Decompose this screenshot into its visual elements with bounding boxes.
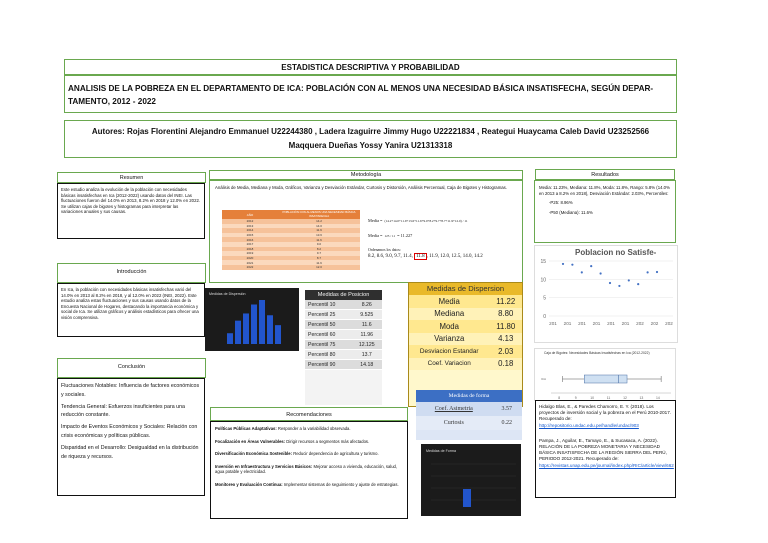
formula-block bbox=[368, 218, 518, 259]
year-cell: 2018 bbox=[246, 246, 254, 251]
table-row bbox=[409, 295, 522, 308]
recommendation-title: Políticas Públicas Adaptativas: bbox=[215, 426, 277, 431]
percentile-label: Percentil 10 bbox=[308, 301, 336, 308]
table-row bbox=[409, 333, 522, 346]
percentile-value: 9.525 bbox=[360, 311, 374, 318]
forma-histogram-svg bbox=[421, 444, 521, 516]
year-cell: 2015 bbox=[246, 233, 254, 238]
table-row bbox=[305, 310, 382, 320]
data-point bbox=[628, 279, 630, 281]
resultados-p50: -P50 (Mediana): 11.6% bbox=[549, 209, 593, 215]
forma-table bbox=[416, 402, 522, 430]
data-table-header-value: POBLACIÓN CON AL MENOS UNA NECESIDAD BÁSICA INSATISFECHA bbox=[282, 210, 356, 218]
value-cell: 9.7 bbox=[316, 251, 322, 256]
x-tick-label: 201 bbox=[549, 321, 557, 326]
data-point bbox=[609, 282, 611, 284]
value-cell: 13.6 bbox=[316, 233, 322, 238]
conclusion-heading: Conclusión bbox=[57, 358, 206, 378]
value-cell: 11.9 bbox=[316, 228, 322, 233]
year-cell: 2014 bbox=[246, 228, 254, 233]
reference-2-text: Pampa, J., Aguilar, E., Tamayo, E., & Sucasaca, A. (2022). RELACIÓN DE LA POBREZA MONETARIA Y NECESIDAD BÁSICA INSATISFECHA DE LA REGIÓN SIERRA DEL PERÚ, PERIODO 2012-2021. Recuperado de: bbox=[539, 437, 667, 462]
histogram-bar bbox=[235, 321, 241, 344]
formula-media2-label: Media = bbox=[368, 233, 383, 238]
dispersion-value: 11.80 bbox=[496, 321, 516, 331]
dispersion-value: 11.22 bbox=[496, 296, 516, 306]
histogram-title: Medidas de Forma bbox=[426, 449, 456, 453]
dispersion-value: 8.80 bbox=[498, 309, 514, 319]
resultados-heading: Resultados bbox=[535, 169, 675, 180]
table-row bbox=[416, 416, 522, 430]
x-tick-label: 13 bbox=[639, 396, 644, 400]
percentile-label: Percentil 75 bbox=[308, 341, 336, 348]
percentile-value: 14.18 bbox=[360, 361, 374, 368]
conclusion-paragraph: Disparidad en el Desarrollo: Desigualdad en la distribución de riqueza y recursos. bbox=[61, 444, 199, 460]
data-table-wrap bbox=[222, 210, 360, 270]
reference-1-text: Hidalgo Blas, E., & Paredes Chamorro, E. Y. (2018). Los proyectos de inversión social y la pobreza en el Perú 2010-2017. Recuperado de: bbox=[539, 404, 672, 422]
dispersion-histogram-svg bbox=[205, 288, 299, 351]
recommendation-text: Reducir dependencia de agricultura y turismo. bbox=[292, 451, 379, 457]
recommendation-item bbox=[215, 439, 403, 445]
recommendation-title: Inversión en Infraestructura y Servicios Básicos: bbox=[215, 463, 313, 469]
resumen-heading: Resumen bbox=[57, 172, 206, 183]
histogram-bar bbox=[267, 315, 273, 344]
percentile-value: 12.125 bbox=[358, 341, 375, 348]
formula-media2-row bbox=[368, 233, 518, 238]
formula-media2-frac: 125 / 11 bbox=[384, 233, 396, 238]
value-cell: 11.9 bbox=[316, 260, 322, 265]
conclusion-paragraph: Impacto de Eventos Económicos y Sociales: Relación con crisis económicas y políticas públicas. bbox=[61, 424, 198, 439]
data-point bbox=[647, 271, 649, 273]
forma-panel bbox=[416, 390, 522, 440]
recommendation-item bbox=[215, 482, 403, 488]
x-tick-label: 201 bbox=[592, 321, 601, 326]
histogram-title: Medidas de Dispersión bbox=[209, 292, 246, 296]
conclusion-paragraph: Fluctuaciones Notables: Influencia de factores económicos y sociales. bbox=[61, 383, 200, 398]
x-tick-label: 201 bbox=[607, 321, 615, 326]
dispersion-value: 4.13 bbox=[498, 334, 514, 344]
dispersion-label: Varianza bbox=[434, 334, 465, 344]
x-tick-label: 202 bbox=[636, 321, 644, 326]
data-table-header-year: AÑO bbox=[246, 212, 254, 217]
ordered-data-row bbox=[368, 254, 518, 259]
percentile-label: Percentil 80 bbox=[308, 351, 336, 358]
percentile-label: Percentil 60 bbox=[308, 331, 336, 338]
forma-histogram bbox=[421, 444, 521, 516]
data-point bbox=[562, 263, 564, 265]
introduccion-text: En Ica, la población con necesidades básicas insatisfechas varió del 14.0% en 2013 al 8.2% en 2018, y al 12.0% en 2022 (INEI, 2022). Este estudio analiza estas fluctuaciones y sus causas usando datos de la Encuesta Nacional de Hogares, destacando la importancia económica y social de Ica. Se utilizan gráficos y análisis estadísticos para ofrecer una visión comprensiva. bbox=[57, 283, 205, 337]
dispersion-label: Coef. Variacion bbox=[427, 360, 471, 368]
formula-media-label: Media = bbox=[368, 218, 383, 223]
reference-1 bbox=[539, 404, 672, 429]
x-tick-label: 202 bbox=[665, 321, 673, 326]
introduccion-heading: Introducción bbox=[57, 263, 206, 283]
box bbox=[584, 375, 627, 383]
histogram-bar bbox=[275, 325, 281, 344]
box-plot-svg bbox=[535, 349, 677, 402]
year-cell: 2022 bbox=[246, 265, 254, 270]
header-title-box bbox=[64, 75, 677, 113]
dispersion-panel bbox=[408, 282, 523, 407]
line-chart-svg bbox=[535, 246, 679, 344]
ordered-highlight: 11.8 bbox=[416, 254, 425, 259]
resultados-text: Media: 11.23%, Mediana: 11.8%, Moda: 11.8%, Rango: 5.8% (14.0% en 2013 a 8.2% en 2018), Desviación Estándar: 2.03%, Percentiles: bbox=[539, 185, 670, 196]
table-row bbox=[305, 360, 382, 370]
data-point bbox=[618, 285, 620, 287]
metodologia-text: Análisis de Media, Mediana y Moda, Gráficos, Varianza y Desviación Estándar, Curtosis y Distorsión, Análisis Percentual, Caja de Bigotes y Histogramas. bbox=[215, 185, 508, 190]
metodologia-heading: Metodología bbox=[209, 170, 523, 180]
year-cell: 2012 bbox=[246, 219, 254, 224]
year-cell: 2016 bbox=[246, 237, 254, 242]
authors-line1: Autores: Rojas Florentini Alejandro Emmanuel U22244380 , Ladera Izaguirre Jimmy Hugo U22221834 , Reategui Huaycama Caleb David U23252566 bbox=[91, 127, 650, 136]
recommendation-title: Focalización en Áreas Vulnerables: bbox=[215, 438, 286, 444]
recommendation-text: Mejorar acceso a vivienda, educación, salud, agua potable y electricidad. bbox=[215, 463, 398, 475]
histogram-bar bbox=[251, 304, 257, 344]
histogram-bar bbox=[259, 300, 265, 344]
table-row bbox=[305, 350, 382, 360]
forma-value: 0.22 bbox=[501, 420, 513, 426]
conclusion-paragraph: Tendencia General: Esfuerzos insuficientes para una reducción constante. bbox=[61, 403, 185, 419]
ordered-label: Ordenamos los datos: bbox=[368, 248, 401, 252]
percentile-value: 13.7 bbox=[361, 351, 372, 358]
dispersion-label: Media bbox=[438, 296, 460, 306]
box-plot-panel bbox=[534, 348, 676, 401]
dispersion-value: 2.03 bbox=[498, 346, 514, 356]
data-point bbox=[590, 265, 592, 267]
reference-2 bbox=[539, 438, 672, 469]
year-cell: 2013 bbox=[246, 223, 254, 228]
x-tick-label: 201 bbox=[621, 321, 630, 326]
data-point bbox=[571, 264, 573, 266]
data-table bbox=[222, 210, 360, 270]
course-title: ESTADISTICA DESCRIPTIVA Y PROBABILIDAD bbox=[281, 63, 460, 72]
year-cell: 2017 bbox=[246, 242, 254, 247]
value-cell: 12.0 bbox=[316, 265, 322, 270]
ordered-before: 8.2, 8.6, 9.0, 9.7, 11.4, bbox=[368, 254, 413, 259]
percentile-label: Percentil 50 bbox=[308, 321, 336, 328]
resultados-p25: -P25: 8.96% bbox=[549, 200, 573, 206]
y-tick-label: 10 bbox=[540, 277, 546, 284]
value-cell: 14.2 bbox=[316, 219, 322, 224]
dispersion-label: Desviacion Estandar bbox=[419, 347, 479, 355]
value-cell: 8.7 bbox=[316, 256, 322, 261]
x-tick-label: 9 bbox=[574, 396, 577, 400]
recommendation-item bbox=[215, 464, 403, 475]
box-plot-title: Caja de Bigotes: Necesidades Básicas Insatisfechas en Ica (2012-2022) bbox=[544, 351, 650, 355]
forma-label: Coef. Asimetria bbox=[434, 406, 473, 412]
reference-2-link[interactable]: https://revistas.unap.edu.pe/journal/index.php/RIC/article/view/662 bbox=[539, 462, 674, 468]
value-cell: 9.0 bbox=[316, 242, 322, 247]
authors-line2: Maqquera Dueñas Yossy Yanira U21313318 bbox=[288, 141, 453, 150]
percentile-value: 11.96 bbox=[360, 331, 374, 338]
referencias-panel bbox=[535, 400, 676, 498]
recommendation-title: Monitoreo y Evaluación Continua: bbox=[215, 481, 283, 487]
dispersion-table bbox=[409, 295, 522, 370]
x-tick-label: 10 bbox=[590, 396, 594, 400]
header-course-box bbox=[64, 59, 677, 75]
data-point bbox=[637, 283, 639, 285]
posicion-heading: Medidas de Posicion bbox=[305, 290, 382, 300]
table-row bbox=[409, 345, 522, 358]
posicion-panel bbox=[305, 290, 382, 405]
dispersion-heading: Medidas de Dispersion bbox=[409, 283, 522, 295]
percentile-value: 11.6 bbox=[361, 321, 372, 328]
recomendaciones-heading: Recomendaciones bbox=[210, 407, 408, 421]
ordered-after: , 11.9, 12.0, 12.5, 14.0, 14.2 bbox=[426, 254, 483, 259]
forma-heading: Medidas de forma bbox=[416, 390, 522, 402]
percentile-value: 8.26 bbox=[361, 301, 372, 308]
dispersion-label: Mediana bbox=[434, 309, 465, 319]
year-cell: 2020 bbox=[246, 256, 254, 261]
y-tick-label: 5 bbox=[543, 295, 546, 302]
formula-media2-result: = 11.227 bbox=[397, 233, 413, 238]
reference-1-link[interactable]: http://repositorio.undac.edu.pe/handle/undac/903 bbox=[539, 422, 639, 428]
value-cell: 14.0 bbox=[316, 223, 322, 228]
x-tick-label: 8 bbox=[558, 396, 561, 400]
x-tick-label: 201 bbox=[578, 321, 586, 326]
y-axis-label: ICA bbox=[541, 377, 547, 381]
table-row bbox=[409, 358, 522, 371]
histogram-bar bbox=[463, 489, 471, 507]
recommendation-item bbox=[215, 451, 403, 457]
data-point bbox=[600, 272, 602, 274]
authors-box bbox=[64, 120, 677, 158]
y-tick-label: 0 bbox=[543, 314, 546, 320]
table-row bbox=[416, 402, 522, 416]
poster-title-line1: ANALISIS DE LA POBREZA EN EL DEPARTAMENTO DE ICA: POBLACIÓN CON AL MENOS UNA NECESIDAD BÁSICA INSATISFECHA, SEGÚN DEPAR- bbox=[68, 84, 654, 93]
table-row bbox=[305, 320, 382, 330]
table-row bbox=[305, 340, 382, 350]
dispersion-histogram bbox=[205, 288, 299, 351]
posicion-table bbox=[305, 300, 382, 370]
table-row bbox=[409, 320, 522, 333]
poster-title-line2: TAMENTO, 2012 - 2022 bbox=[68, 97, 156, 106]
table-row bbox=[305, 300, 382, 310]
recomendaciones-panel bbox=[210, 421, 408, 519]
x-tick-label: 12 bbox=[623, 396, 627, 400]
dispersion-value: 0.18 bbox=[498, 359, 514, 369]
line-chart-panel bbox=[534, 245, 678, 343]
recommendation-text: Responder a la variabilidad observada. bbox=[276, 426, 351, 431]
x-tick-label: 202 bbox=[650, 321, 659, 326]
table-row bbox=[305, 330, 382, 340]
resultados-panel bbox=[534, 180, 676, 243]
y-tick-label: 15 bbox=[540, 259, 546, 265]
dispersion-label: Moda bbox=[439, 321, 459, 331]
histogram-bar bbox=[227, 333, 233, 344]
percentile-label: Percentil 90 bbox=[308, 361, 336, 368]
data-point bbox=[581, 271, 583, 273]
recommendation-text: Implementar sistemas de seguimiento y ajuste de estrategias. bbox=[282, 481, 399, 487]
recommendation-text: Dirigir recursos a segmentos más afectados. bbox=[285, 438, 370, 444]
table-row bbox=[409, 308, 522, 321]
formula-media-expr: (14.2+14.0+11.9+13.6+11.6+9.0+8.2+9.7+8.7+11.9+12.0) / 11 bbox=[384, 218, 468, 223]
percentile-label: Percentil 25 bbox=[308, 311, 336, 318]
recommendation-title: Diversificación Económica Sostenible: bbox=[215, 451, 293, 457]
year-cell: 2021 bbox=[246, 260, 254, 265]
x-tick-label: 201 bbox=[563, 321, 572, 326]
x-tick-label: 11 bbox=[606, 396, 611, 400]
year-cell: 2019 bbox=[246, 251, 254, 256]
value-cell: 11.6 bbox=[316, 237, 322, 242]
histogram-bar bbox=[243, 313, 249, 344]
forma-label: Curtosis bbox=[443, 420, 464, 426]
x-tick-label: 14 bbox=[655, 396, 660, 400]
value-cell: 8.2 bbox=[316, 246, 322, 251]
resumen-text: Este estudio analiza la evolución de la población con necesidades básicas insatisfechas en Ica (2012-2022) usando datos del INEI. Las fluctuaciones fueron del 14.0% en 2013, 8.2% en 2018 y 12.0% en 2022. Se utilizan cajas de bigotes y histogramas para interpretar las variaciones anuales y sus causas. bbox=[57, 183, 205, 239]
formula-media-row bbox=[368, 218, 518, 223]
line-chart-title: Poblacion no Satisfe- bbox=[575, 248, 657, 257]
table-row bbox=[222, 265, 360, 270]
data-point bbox=[656, 271, 658, 273]
forma-value: 3.57 bbox=[501, 406, 513, 412]
conclusion-box bbox=[57, 378, 205, 496]
recommendation-item bbox=[215, 426, 403, 432]
